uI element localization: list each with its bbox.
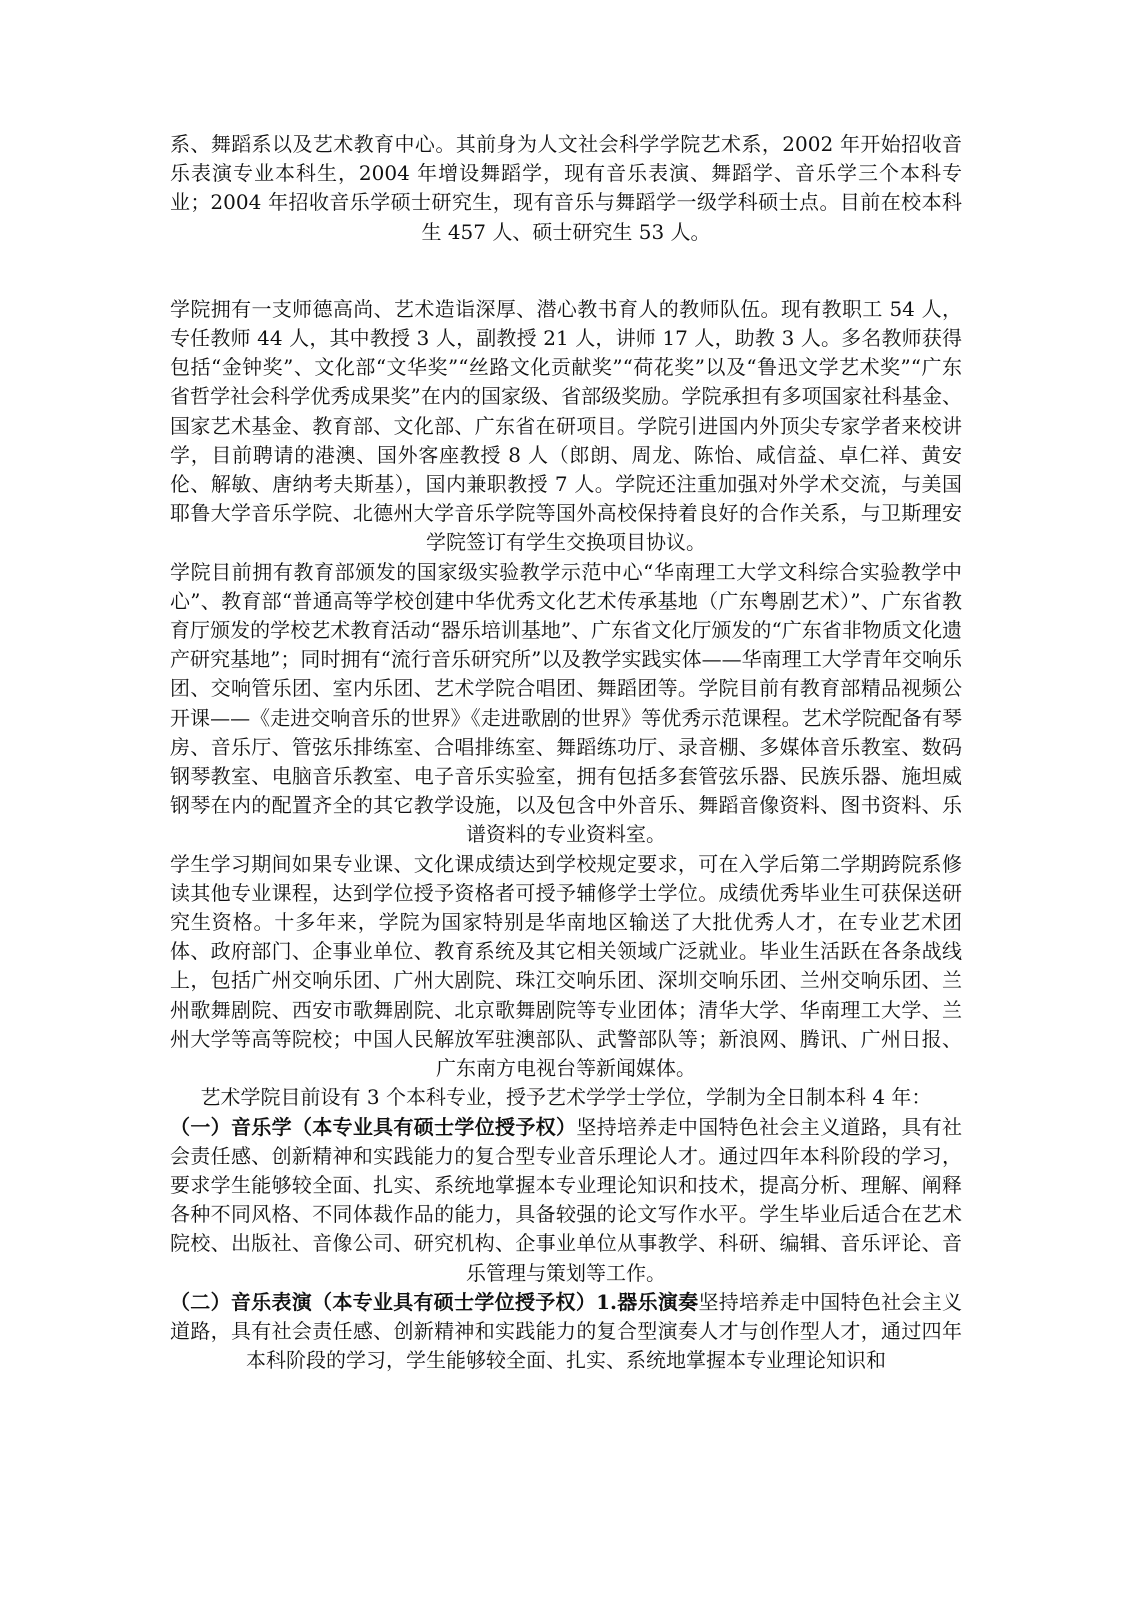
paragraph-facilities: 学院目前拥有教育部颁发的国家级实验教学示范中心“华南理工大学文科综合实验教学中心”、教育部“普通高等学校创建中华优秀文化艺术传承基地（广东粤剧艺术）”、广东省教育厅颁发的学校艺术教育活动“器乐培训基地”、广东省文化厅颁发的“广东省非物质文化遗产研究基地”；同时拥有“流行音乐研究所”以及教学实践实体——华南理工大学青年交响乐团、交响管乐团、室内乐团、艺术学院合唱团、舞蹈团等。学院目前有教育部精品视频公开课——《走进交响音乐的世界》《走进歌剧的世界》等优秀示范课程。艺术学院配备有琴房、音乐厅、管弦乐排练室、合唱排练室、舞蹈练功厅、录音棚、多媒体音乐教室、数码钢琴教室、电脑音乐教室、电子音乐实验室，拥有包括多套管弦乐器、民族乐器、施坦威钢琴在内的配置齐全的其它教学设施，以及包含中外音乐、舞蹈音像资料、图书资料、乐谱资料的专业资料室。 xyxy=(170,559,962,847)
paragraph-musicology xyxy=(170,1113,962,1288)
document-page xyxy=(170,130,962,1375)
paragraph-intro: 系、舞蹈系以及艺术教育中心。其前身为人文社会科学学院艺术系，2002 年开始招收音乐表演专业本科生，2004 年增设舞蹈学，现有音乐表演、舞蹈学、音乐学三个本科专业；2004 年招收音乐学硕士研究生，现有音乐与舞蹈学一级学科硕士点。目前在校本科生 457 人、硕士研究生 53 人。 xyxy=(170,132,962,244)
paragraph-gap xyxy=(170,247,962,295)
performance-text: 坚持培养走中国特色社会主义道路，具有社会责任感、创新精神和实践能力的复合型演奏人才与创作型人才，通过四年本科阶段的学习，学生能够较全面、扎实、系统地掌握本专业理论知识和 xyxy=(170,1289,962,1373)
paragraph-performance xyxy=(170,1288,962,1376)
paragraph-students: 学生学习期间如果专业课、文化课成绩达到学校规定要求，可在入学后第二学期跨院系修读其他专业课程，达到学位授予资格者可授予辅修学士学位。成绩优秀毕业生可获保送研究生资格。十多年来，学院为国家特别是华南地区输送了大批优秀人才，在专业艺术团体、政府部门、企事业单位、教育系统及其它相关领域广泛就业。毕业生活跃在各条战线上，包括广州交响乐团、广州大剧院、珠江交响乐团、深圳交响乐团、兰州交响乐团、兰州歌舞剧院、西安市歌舞剧院、北京歌舞剧院等专业团体；清华大学、华南理工大学、兰州大学等高等院校；中国人民解放军驻澳部队、武警部队等；新浪网、腾讯、广州日报、广东南方电视台等新闻媒体。 xyxy=(170,851,962,1081)
performance-heading: （二）音乐表演（本专业具有硕士学位授予权）1.器乐演奏 xyxy=(170,1289,699,1314)
musicology-text: 坚持培养走中国特色社会主义道路，具有社会责任感、创新精神和实践能力的复合型专业音乐理论人才。通过四年本科阶段的学习，要求学生能够较全面、扎实、系统地掌握本专业理论知识和技术，提高分析、理解、阐释各种不同风格、不同体裁作品的能力，具备较强的论文写作水平。学生毕业后适合在艺术院校、出版社、音像公司、研究机构、企事业单位从事教学、科研、编辑、音乐评论、音乐管理与策划等工作。 xyxy=(170,1114,963,1285)
paragraph-majors: 艺术学院目前设有 3 个本科专业，授予艺术学学士学位，学制为全日制本科 4 年： xyxy=(200,1085,932,1110)
paragraph-faculty: 学院拥有一支师德高尚、艺术造诣深厚、潜心教书育人的教师队伍。现有教职工 54 人，专任教师 44 人，其中教授 3 人，副教授 21 人，讲师 17 人，助教 3 人。多名教师获得包括“金钟奖”、文化部“文华奖”“丝路文化贡献奖”“荷花奖”以及“鲁迅文学艺术奖”“广东省哲学社会科学优秀成果奖”在内的国家级、省部级奖励。学院承担有多项国家社科基金、国家艺术基金、教育部、文化部、广东省在研项目。学院引进国内外顶尖专家学者来校讲学，目前聘请的港澳、国外客座教授 8 人（郎朗、周龙、陈怡、咸信益、卓仁祥、黄安伦、解敏、唐纳考夫斯基），国内兼职教授 7 人。学院还注重加强对外学术交流，与美国耶鲁大学音乐学院、北德州大学音乐学院等国外高校保持着良好的合作关系，与卫斯理安学院签订有学生交换项目协议。 xyxy=(170,296,962,555)
musicology-heading: （一）音乐学（本专业具有硕士学位授予权） xyxy=(170,1114,577,1139)
